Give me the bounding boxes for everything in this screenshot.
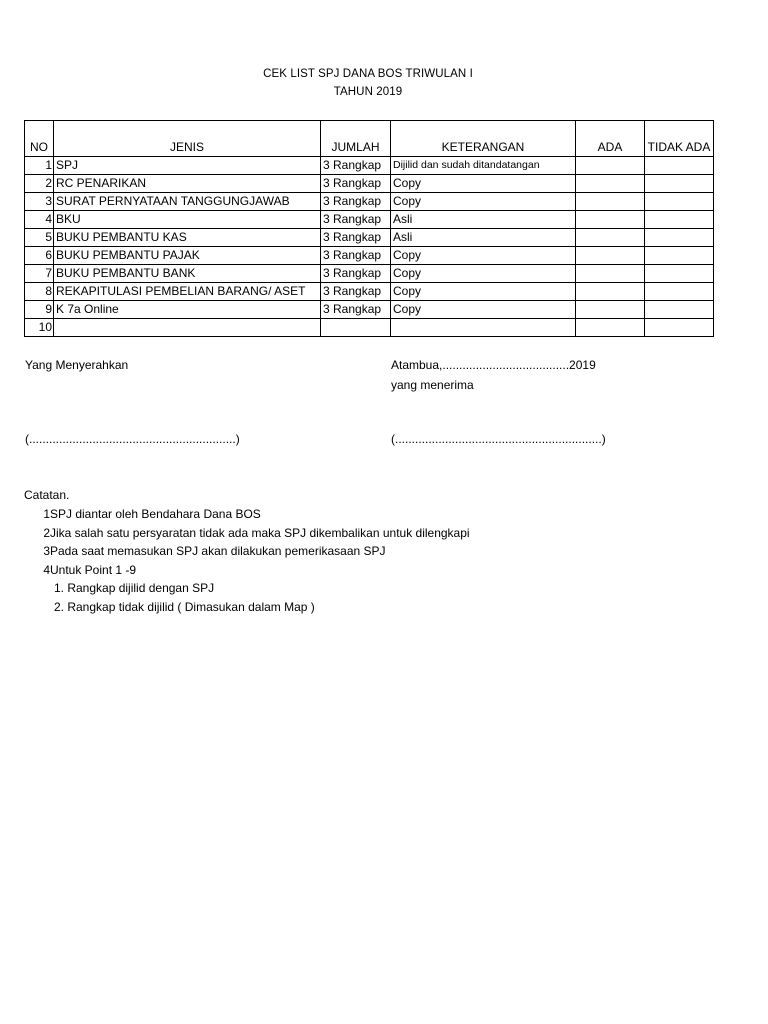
- row-jenis: BKU: [54, 211, 321, 229]
- row-jenis: REKAPITULASI PEMBELIAN BARANG/ ASET: [54, 283, 321, 301]
- row-tidak-ada-cell: [645, 265, 714, 283]
- document-title: CEK LIST SPJ DANA BOS TRIWULAN I: [263, 68, 473, 80]
- row-keterangan: Copy: [391, 247, 576, 265]
- row-tidak-ada-cell: [645, 211, 714, 229]
- row-ada-cell: [576, 247, 645, 265]
- row-jenis: BUKU PEMBANTU KAS: [54, 229, 321, 247]
- note-item: [24, 524, 470, 543]
- giver-label: Yang Menyerahkan: [25, 358, 129, 372]
- row-number: 2: [25, 175, 54, 193]
- row-number: 6: [25, 247, 54, 265]
- header-tidak-ada: TIDAK ADA: [645, 121, 714, 157]
- row-ada-cell: [576, 229, 645, 247]
- row-jenis: SPJ: [54, 157, 321, 175]
- table-row: [25, 283, 714, 301]
- row-jenis: BUKU PEMBANTU PAJAK: [54, 247, 321, 265]
- note-text: Untuk Point 1 -9: [50, 562, 137, 577]
- note-number: 3: [43, 544, 50, 558]
- note-item: [24, 561, 470, 580]
- row-jumlah: 3 Rangkap: [321, 157, 391, 175]
- row-number: 1: [25, 157, 54, 175]
- place-date-line: Atambua,......................................2019: [391, 358, 596, 372]
- row-tidak-ada-cell: [645, 301, 714, 319]
- row-ada-cell: [576, 283, 645, 301]
- header-ada: ADA: [576, 121, 645, 157]
- table-row: [25, 319, 714, 337]
- row-tidak-ada-cell: [645, 319, 714, 337]
- note-text: Pada saat memasukan SPJ akan dilakukan pemerikasaan SPJ: [50, 544, 386, 558]
- row-number: 8: [25, 283, 54, 301]
- row-ada-cell: [576, 265, 645, 283]
- row-keterangan: Copy: [391, 301, 576, 319]
- row-number: 9: [25, 301, 54, 319]
- note-sub-item: 2. Rangkap tidak dijilid ( Dimasukan dalam Map ): [54, 599, 315, 614]
- row-jumlah: [321, 319, 391, 337]
- table-row: [25, 193, 714, 211]
- row-ada-cell: [576, 301, 645, 319]
- header-jenis: JENIS: [54, 121, 321, 157]
- table-row: [25, 157, 714, 175]
- row-ada-cell: [576, 319, 645, 337]
- row-tidak-ada-cell: [645, 157, 714, 175]
- row-number: 10: [25, 319, 54, 337]
- row-jumlah: 3 Rangkap: [321, 265, 391, 283]
- row-keterangan: [391, 319, 576, 337]
- notes-section: [24, 486, 470, 616]
- receiver-signature-line: (..............................................................): [391, 432, 606, 446]
- note-text: Jika salah satu persyaratan tidak ada maka SPJ dikembalikan untuk dilengkapi: [50, 525, 470, 540]
- row-jumlah: 3 Rangkap: [321, 247, 391, 265]
- checklist-table: [24, 120, 714, 337]
- row-jenis: SURAT PERNYATAAN TANGGUNGJAWAB: [54, 193, 321, 211]
- row-ada-cell: [576, 211, 645, 229]
- row-jenis: BUKU PEMBANTU BANK: [54, 265, 321, 283]
- row-tidak-ada-cell: [645, 175, 714, 193]
- row-number: 4: [25, 211, 54, 229]
- table-row: [25, 211, 714, 229]
- row-tidak-ada-cell: [645, 229, 714, 247]
- note-item: [24, 542, 470, 561]
- note-item: [24, 505, 470, 524]
- row-jumlah: 3 Rangkap: [321, 229, 391, 247]
- note-number: 4: [43, 562, 50, 577]
- table-row: [25, 247, 714, 265]
- row-jenis: [54, 319, 321, 337]
- row-keterangan: Asli: [391, 229, 576, 247]
- header-keterangan: KETERANGAN: [391, 121, 576, 157]
- row-number: 3: [25, 193, 54, 211]
- note-number: 2: [43, 525, 50, 540]
- row-keterangan: Copy: [391, 175, 576, 193]
- table-row: [25, 265, 714, 283]
- row-jumlah: 3 Rangkap: [321, 193, 391, 211]
- row-keterangan: Copy: [391, 283, 576, 301]
- document-subtitle-year: TAHUN 2019: [333, 86, 403, 98]
- row-ada-cell: [576, 193, 645, 211]
- header-no: NO: [25, 121, 54, 157]
- row-tidak-ada-cell: [645, 247, 714, 265]
- row-jumlah: 3 Rangkap: [321, 211, 391, 229]
- row-tidak-ada-cell: [645, 193, 714, 211]
- row-jenis: RC PENARIKAN: [54, 175, 321, 193]
- row-number: 7: [25, 265, 54, 283]
- note-number: 1: [43, 507, 50, 521]
- row-keterangan: Copy: [391, 265, 576, 283]
- giver-signature-line: (..............................................................): [25, 432, 240, 446]
- row-number: 5: [25, 229, 54, 247]
- row-jenis: K 7a Online: [54, 301, 321, 319]
- notes-heading: Catatan.: [24, 488, 70, 502]
- row-jumlah: 3 Rangkap: [321, 301, 391, 319]
- table-row: [25, 229, 714, 247]
- table-row: [25, 301, 714, 319]
- row-ada-cell: [576, 175, 645, 193]
- row-tidak-ada-cell: [645, 283, 714, 301]
- note-sub-item: 1. Rangkap dijilid dengan SPJ: [54, 581, 215, 595]
- row-jumlah: 3 Rangkap: [321, 283, 391, 301]
- row-keterangan: Copy: [391, 193, 576, 211]
- header-jumlah: JUMLAH: [321, 121, 391, 157]
- table-row: [25, 175, 714, 193]
- row-ada-cell: [576, 157, 645, 175]
- row-jumlah: 3 Rangkap: [321, 175, 391, 193]
- table-header-row: [25, 121, 714, 157]
- receiver-label: yang menerima: [391, 378, 474, 392]
- row-keterangan: Asli: [391, 211, 576, 229]
- row-keterangan: Dijilid dan sudah ditandatangan: [391, 157, 576, 175]
- note-text: SPJ diantar oleh Bendahara Dana BOS: [50, 507, 261, 521]
